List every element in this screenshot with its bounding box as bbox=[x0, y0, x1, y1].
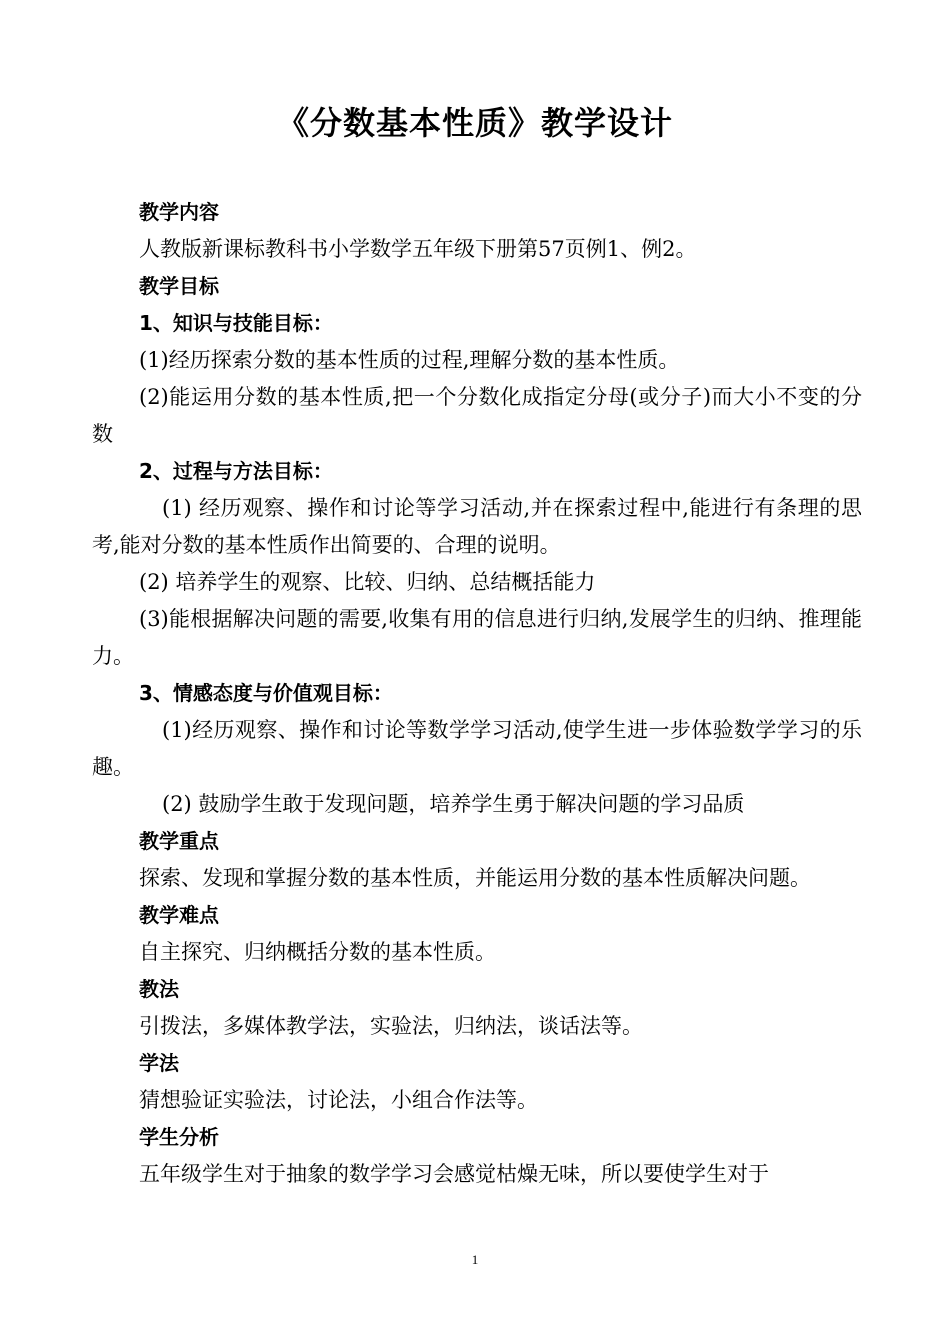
goal2-heading: 2、过程与方法目标： bbox=[139, 459, 333, 483]
section-heading-goals: 教学目标 bbox=[139, 274, 219, 298]
page-number: 1 bbox=[471, 1252, 479, 1267]
section-heading-learning: 学法 bbox=[139, 1051, 179, 1075]
section-heading-method: 教法 bbox=[139, 977, 179, 1001]
section-heading-content: 教学内容 bbox=[139, 200, 219, 224]
learning-text: 猜想验证实验法，讨论法，小组合作法等。 bbox=[139, 1088, 538, 1112]
student-text: 五年级学生对于抽象的数学学习会感觉枯燥无味，所以要使学生对于 bbox=[139, 1162, 769, 1186]
difficulty-text: 自主探究、归纳概括分数的基本性质。 bbox=[139, 940, 496, 964]
goal3-heading: 3、情感态度与价值观目标： bbox=[139, 681, 393, 705]
goal3-item1: (1)经历观察、操作和讨论等数学学习活动,使学生进一步体验数学学习的乐趣。 bbox=[92, 718, 862, 779]
document-title: 《分数基本性质》教学设计 bbox=[276, 104, 673, 142]
goal2-item3: (3)能根据解决问题的需要,收集有用的信息进行归纳,发展学生的归纳、推理能力。 bbox=[92, 607, 862, 668]
keypoint-text: 探索、发现和掌握分数的基本性质，并能运用分数的基本性质解决问题。 bbox=[139, 866, 811, 890]
content-text: 人教版新课标教科书小学数学五年级下册第57页例1、例2。 bbox=[139, 237, 697, 261]
section-heading-student: 学生分析 bbox=[139, 1125, 219, 1149]
document-body bbox=[92, 194, 862, 1193]
goal2-item1: (1) 经历观察、操作和讨论等学习活动,并在探索过程中,能进行有条理的思考,能对分数的基本性质作出简要的、合理的说明。 bbox=[92, 496, 862, 557]
goal3-item2: (2) 鼓励学生敢于发现问题，培养学生勇于解决问题的学习品质 bbox=[162, 792, 745, 816]
goal2-item2: (2) 培养学生的观察、比较、归纳、总结概括能力 bbox=[139, 570, 596, 594]
goal1-heading: 1、知识与技能目标： bbox=[139, 311, 333, 335]
section-heading-keypoint: 教学重点 bbox=[139, 829, 219, 853]
goal1-item1: (1)经历探索分数的基本性质的过程,理解分数的基本性质。 bbox=[139, 348, 680, 372]
method-text: 引拨法，多媒体教学法，实验法，归纳法，谈话法等。 bbox=[139, 1014, 643, 1038]
goal1-item2: (2)能运用分数的基本性质,把一个分数化成指定分母(或分子)而大小不变的分数 bbox=[92, 385, 862, 446]
section-heading-difficulty: 教学难点 bbox=[139, 903, 219, 927]
